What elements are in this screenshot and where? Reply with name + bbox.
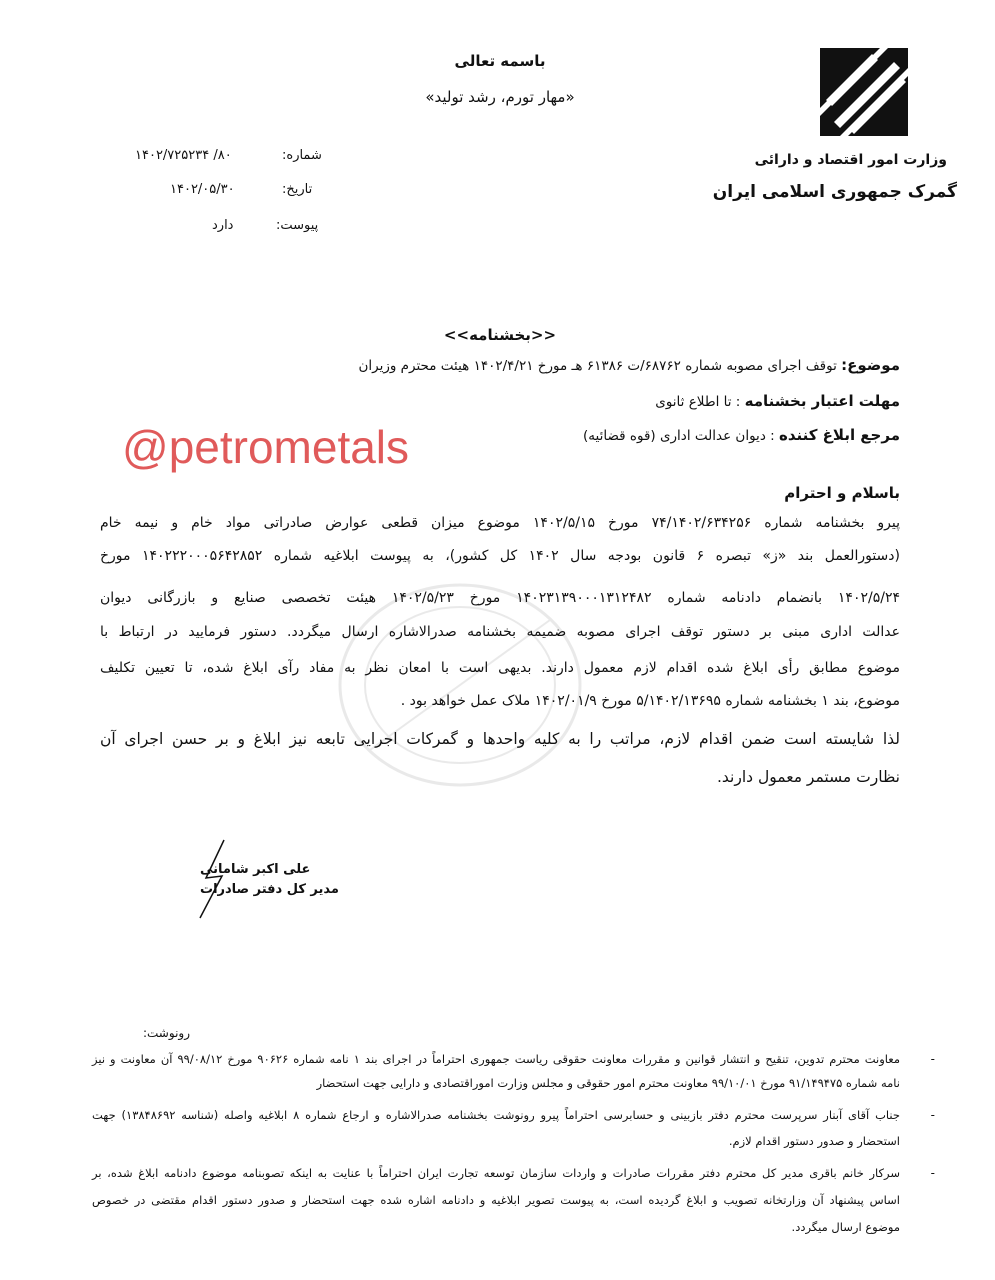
closing-line: لذا شایسته است ضمن اقدام لازم، مراتب را به کلیه واحدها و گمرکات اجرایی تابعه نیز ابلاغ و بر حسن اجرای آن — [100, 730, 900, 748]
circular-title: <<بخشنامه>> — [443, 326, 557, 344]
cc-line: موضوع ارسال میگردد. — [791, 1220, 900, 1234]
attachment-value: دارد — [212, 218, 234, 233]
validity-field — [655, 392, 900, 410]
subject-label: موضوع: — [841, 356, 900, 374]
date-label: تاریخ: — [282, 182, 313, 197]
cc-line: نامه شماره ۹۱/۱۴۹۴۷۵ مورخ ۹۹/۱۰/۰۱ معاونت محترم امور حقوقی و مجلس وزارت اموراقتصادی و دارایی جهت استحضار — [316, 1076, 900, 1090]
cc-line: معاونت محترم تدوین، تنقیح و انتشار قوانین و مقررات معاونت حقوقی ریاست جمهوری احتراماً در اجرای بند ۱ نامه شماره ۹۰۶۲۶ مورخ ۹۹/۰۸/۱۲ آن معاونت و نیز — [92, 1052, 900, 1066]
attachment-label: پیوست: — [276, 218, 319, 233]
date-value: ۱۴۰۲/۰۵/۳۰ — [170, 182, 235, 197]
body-line: ۱۴۰۲/۵/۲۴ بانضمام دادنامه شماره ۱۴۰۲۳۱۳۹۰۰۰۱۳۱۲۴۸۲ مورخ ۱۴۰۲/۵/۲۳ هیئت تخصصی صنایع و بازرگانی دیوان — [100, 590, 900, 606]
basmala: باسمه تعالی — [454, 52, 546, 70]
number-value: ۱۴۰۲/۷۲۵۲۳۴ /۸۰ — [135, 148, 232, 163]
watermark-text: @petrometals — [122, 421, 410, 473]
customs-logo-icon — [820, 48, 908, 136]
body-line: عدالت اداری مبنی بر دستور توقف اجرای مصوبه ضمیمه بخشنامه صدرالاشاره ارسال میگردد. دستور فرمایید در ارتباط با — [100, 624, 900, 640]
salutation: باسلام و احترام — [784, 484, 900, 502]
authority-field — [583, 426, 900, 444]
subject-field — [358, 356, 900, 374]
cc-line: استحضار و صدور دستور اقدام لازم. — [728, 1134, 900, 1148]
number-label: شماره: — [282, 148, 322, 163]
cc-line: سرکار خانم باقری مدیر کل محترم دفتر مقررات صادرات و واردات سازمان توسعه تجارت ایران احتراماً با عنایت به اینکه تصوبنامه موضوع دادنامه ابلاغ شده، بر — [92, 1166, 900, 1180]
organization-name: گمرک جمهوری اسلامی ایران — [712, 182, 957, 202]
ministry-name: وزارت امور اقتصاد و دارائی — [754, 152, 947, 168]
subject-value: توقف اجرای مصوبه شماره ۶۸۷۶۲/ت ۶۱۳۸۶ هـ مورخ ۱۴۰۲/۴/۲۱ هیئت محترم وزیران — [358, 358, 842, 374]
validity-label: مهلت اعتبار بخشنامه — [744, 392, 900, 410]
closing-line: نظارت مستمر معمول دارند. — [716, 768, 900, 786]
authority-label: مرجع ابلاغ کننده — [778, 426, 900, 444]
body-line: موضوع مطابق رأی ابلاغ شده اقدام لازم معمول دارند. بدیهی است با امعان نظر به مفاد رآی ابلاغ شده، تا تعیین تکلیف — [100, 660, 900, 676]
body-line: موضوع، بند ۱ بخشنامه شماره ۵/۱۴۰۲/۱۳۶۹۵ مورخ ۱۴۰۲/۰۱/۹ ملاک عمل خواهد بود . — [400, 693, 900, 709]
list-bullet: - — [930, 1052, 935, 1066]
body-line: (دستورالعمل بند «ز» تبصره ۶ قانون بودجه سال ۱۴۰۲ کل کشور)، به پیوست ابلاغیه شماره ۱۴۰۲۲۲۰۰۰۵۶۴۲۸۵۲ مورخ — [100, 548, 900, 564]
slogan: «مهار تورم، رشد تولید» — [425, 88, 575, 106]
authority-value: : دیوان عدالت اداری (قوه قضائیه) — [583, 428, 779, 444]
signature-stroke-icon — [192, 838, 232, 922]
cc-line: اساس پیشنهاد آن وزارتخانه تصویب و ابلاغ گردیده است، به پیوست تصویر ابلاغیه و دادنامه اشاره شده جهت استحضار و صدور دستور اقدام مقتضی در خصوص — [92, 1193, 900, 1207]
body-line: پیرو بخشنامه شماره ۷۴/۱۴۰۲/۶۳۴۲۵۶ مورخ ۱۴۰۲/۵/۱۵ موضوع میزان قطعی عوارض صادراتی مواد خام و نیمه خام — [100, 515, 901, 531]
signer-title: مدیر کل دفتر صادرات — [200, 882, 339, 897]
validity-value: : تا اطلاع ثانوی — [655, 394, 745, 410]
list-bullet: - — [930, 1166, 935, 1180]
signer-name: علی اکبر شامانی — [200, 862, 311, 877]
cc-line: جناب آقای آبنار سرپرست محترم دفتر بازبینی و حسابرسی احتراماً پیرو رونوشت بخشنامه صدرالاشاره و ارجاع شماره ۸ ابلاغیه واصله (شناسه ۱۳۸۴۸۶۹۲) جهت — [92, 1108, 900, 1122]
list-bullet: - — [930, 1108, 935, 1122]
cc-title: رونوشت: — [142, 1026, 190, 1040]
